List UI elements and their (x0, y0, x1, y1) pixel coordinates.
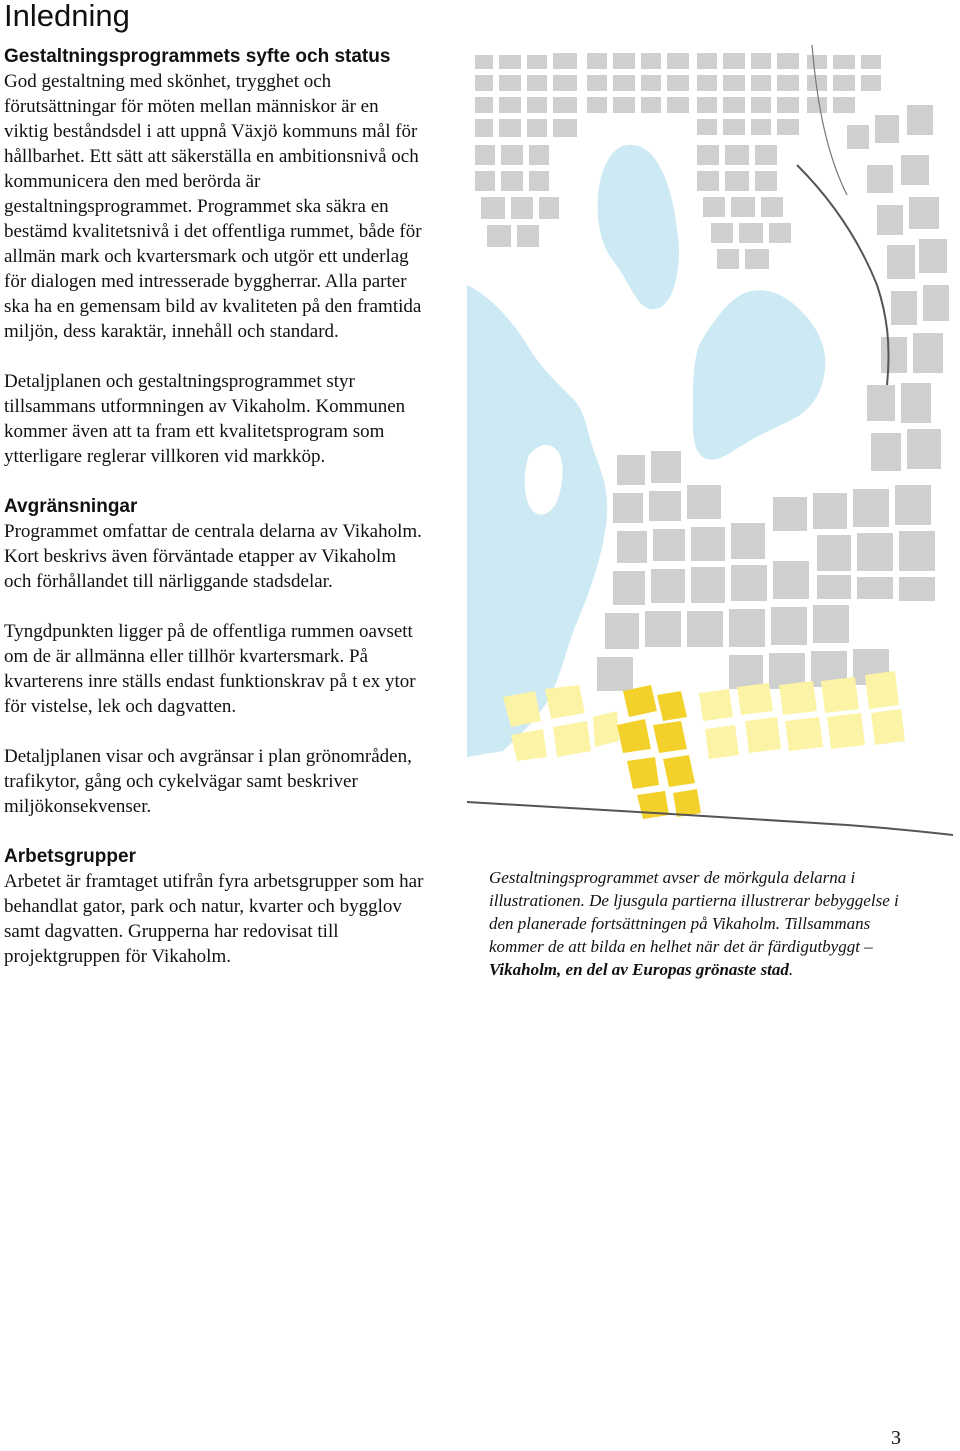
heading-syfte: Gestaltningsprogrammets syfte och status (4, 46, 391, 67)
page-number: 3 (891, 1427, 901, 1449)
map-caption (489, 866, 899, 981)
heading-avgransningar: Avgränsningar (4, 496, 138, 517)
paragraph-syfte-2: Detaljplanen och gestaltningsprogrammet styr tillsammans utformningen av Vikaholm. Kommunen kommer även att ta fram ett kvalitetsprogram som ytterligare reglerar villkoren vid markköp. (4, 371, 406, 467)
caption-end: . (788, 960, 794, 979)
caption-text: Gestaltningsprogrammet avser de mörkgula delarna i illustrationen. De ljusgula partierna illustrerar bebyggelse i den planerade fortsättningen på Vikaholm. Tillsammans kommer de att bilda en helhet när det är färdigutbyggt – (489, 868, 899, 956)
page-title: Inledning (4, 0, 130, 33)
caption-bold-text: Vikaholm, en del av Europas grönaste stad (489, 960, 789, 979)
paragraph-avgransningar-2: Tyngdpunkten ligger på de offentliga rummen oavsett om de är allmänna eller tillhör kvartersmark. På kvarterens inre ställs endast funktionskrav på t ex ytor för vistelse, lek och dagvatten. (4, 621, 416, 717)
paragraph-syfte-1: God gestaltning med skönhet, trygghet och förutsättningar för möten mellan människor är en viktig beståndsdel i att uppnå Växjö kommuns mål för hållbarhet. Ett sätt att säkerställa en ambitionsnivå och kommunicera den med berörda är gestaltningsprogrammet. Programmet ska säkra en bestämd kvalitetsnivå i det offentliga rummet, både för allmän mark och kvartersmark och utgör ett underlag för dialogen med intresserade byggherrar. Alla parter ska ha en gemensam bild av kvaliteten på den framtida miljön, dess karaktär, innehåll och standard. (4, 71, 422, 342)
heading-arbetsgrupper: Arbetsgrupper (4, 846, 136, 867)
main-text-column (4, 44, 424, 994)
paragraph-avgransningar-1: Programmet omfattar de centrala delarna av Vikaholm. Kort beskrivs även förväntade etapper av Vikaholm och förhållandet till närliggande stadsdelar. (4, 521, 422, 592)
site-plan-map (467, 45, 953, 847)
paragraph-avgransningar-3: Detaljplanen visar och avgränsar i plan grönområden, trafikytor, gång och cykelvägar samt beskriver miljökonsekvenser. (4, 746, 412, 817)
paragraph-arbetsgrupper-1: Arbetet är framtaget utifrån fyra arbetsgrupper som har behandlat gator, park och natur, kvarter och bygglov samt dagvatten. Grupperna har redovisat till projektgruppen för Vikaholm. (4, 871, 424, 967)
